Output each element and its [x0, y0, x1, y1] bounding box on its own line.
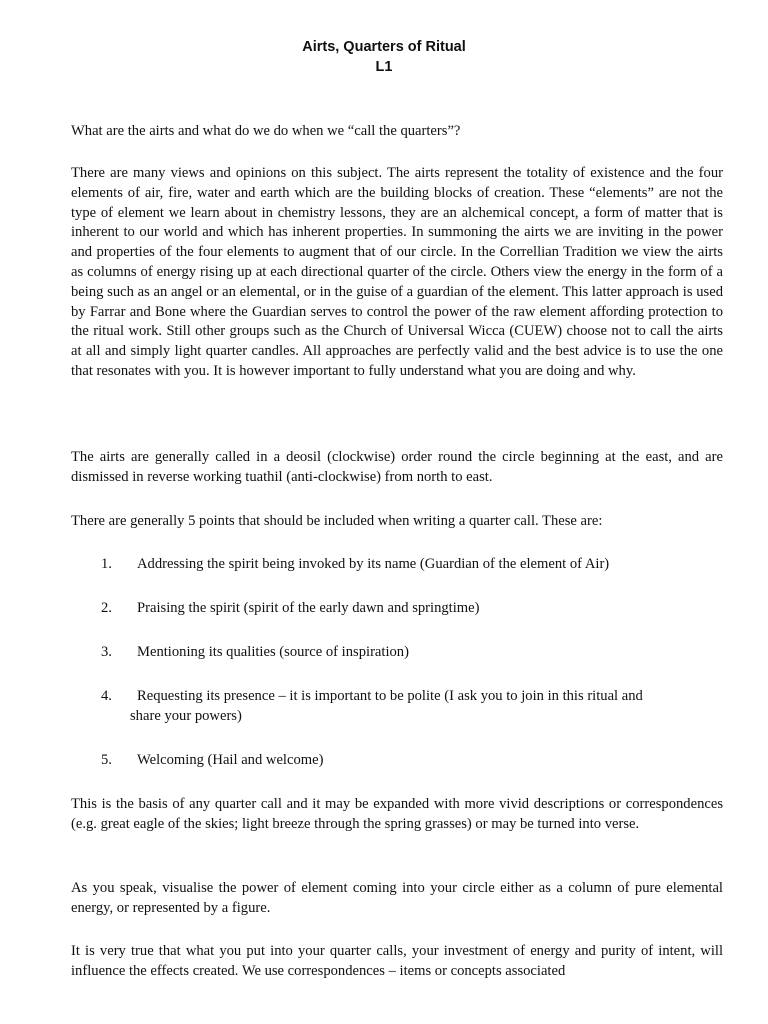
list-number: 1.: [101, 556, 112, 572]
paragraph-airts-overview: There are many views and opinions on this subject. The airts represent the totality of existence and the four elements of air, fire, water and earth which are the building blocks of creation. These “elements” are not the type of element we learn about in chemistry lessons, they are an alchemical concept, a form of matter that is inherent to our world and which has inherent properties. In summoning the airts we are inviting in the power and properties of the four elements to augment that of our circle. In the Correllian Tradition we view the airts as columns of energy rising up at each directional quarter of the circle. Others view the energy in the form of a being such as an angel or an elemental, or in the guise of a guardian of the element. This latter approach is used by Farrar and Bone where the Guardian serves to control the power of the raw element affording protection to the ritual work. Still other groups such as the Church of Universal Wicca (CUEW) choose not to call the airts at all and simply light quarter candles. All approaches are perfectly valid and the best advice is to use the one that resonates with you. It is however important to fully understand what you are doing and why.: [71, 165, 723, 379]
paragraph-intent: It is very true that what you put into your quarter calls, your investment of energy and purity of intent, will influence the effects created. We use correspondences – items or concepts associated: [71, 943, 723, 979]
list-text-continuation: share your powers): [130, 707, 242, 724]
list-number: 3.: [101, 644, 112, 660]
document-title: Airts, Quarters of Ritual: [302, 39, 466, 55]
list-text: Mentioning its qualities (source of inspiration): [137, 644, 409, 660]
list-text: Praising the spirit (spirit of the early dawn and springtime): [137, 600, 480, 616]
paragraph-five-points: There are generally 5 points that should be included when writing a quarter call. These are:: [71, 513, 603, 529]
list-text: Welcoming (Hail and welcome): [137, 752, 324, 768]
paragraph-calling-order: The airts are generally called in a deosil (clockwise) order round the circle beginning at the east, and are dismissed in reverse working tuathil (anti-clockwise) from north to east.: [71, 449, 723, 485]
list-number: 5.: [101, 752, 112, 768]
list-text: Addressing the spirit being invoked by its name (Guardian of the element of Air): [137, 556, 610, 572]
document-subtitle: L1: [375, 59, 393, 75]
intro-question: What are the airts and what do we do when we “call the quarters”?: [71, 123, 461, 139]
list-text-line: Requesting its presence – it is important to be polite (I ask you to join in this ritual and: [137, 688, 643, 704]
paragraph-basis: This is the basis of any quarter call and it may be expanded with more vivid descriptions or correspondences (e.g. great eagle of the skies; light breeze through the spring grasses) or may be turned into verse.: [71, 796, 723, 832]
list-number: 2.: [101, 600, 112, 616]
list-text: [130, 687, 723, 727]
paragraph-visualise: As you speak, visualise the power of element coming into your circle either as a column of pure elemental energy, or represented by a figure.: [71, 880, 723, 916]
list-number: 4.: [101, 688, 112, 704]
